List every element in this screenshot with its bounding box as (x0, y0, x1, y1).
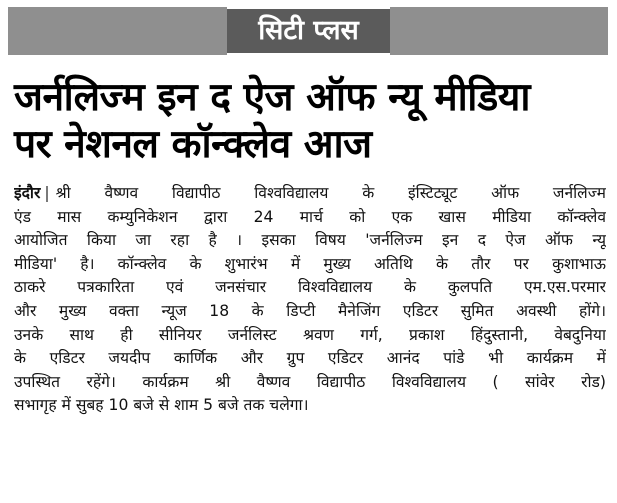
body-line: उपस्थित रहेंगे। कार्यक्रम श्री वैष्णव विद्यापीठ विश्वविद्यालय ( सांवेर रोड) (14, 372, 606, 391)
body-line: आयोजित किया जा रहा है । इसका विषय 'जर्नलिज्म इन द ऐज ऑफ न्यू (14, 231, 606, 250)
article-body (14, 182, 606, 418)
dateline: इंदौर (14, 184, 41, 202)
body-line: सभागृह में सुबह 10 बजे से शाम 5 बजे तक चलेगा। (14, 396, 309, 415)
body-line (14, 182, 606, 206)
body-line: एंड मास कम्युनिकेशन द्वारा 24 मार्च को एक खास मीडिया कॉन्क्लेव (14, 207, 606, 226)
section-label: सिटी प्लस (227, 9, 390, 53)
headline-line-2: पर नेशनल कॉन्क्लेव आज (14, 122, 372, 167)
body-line: उनके साथ ही सीनियर जर्नलिस्ट श्रवण गर्ग, प्रकाश हिंदुस्तानी, वेबदुनिया (14, 325, 606, 344)
body-line: ठाकरे पत्रकारिता एवं जनसंचार विश्वविद्यालय के कुलपति एम.एस.परमार (14, 278, 606, 297)
dateline-separator: | (44, 184, 50, 202)
section-tag (227, 7, 390, 55)
body-line: और मुख्य वक्ता न्यूज 18 के डिप्टी मैनेजिंग एडिटर सुमित अवस्थी होंगे। (14, 301, 606, 320)
headline-line-1: जर्नलिज्म इन द ऐज ऑफ न्यू मीडिया (14, 75, 530, 120)
body-line-text: श्री वैष्णव विद्यापीठ विश्वविद्यालय के इंस्टिट्यूट ऑफ जर्नलिज्म (55, 184, 606, 202)
body-line: के एडिटर जयदीप कार्णिक और ग्रुप एडिटर आनंद पांडे भी कार्यक्रम में (14, 349, 606, 368)
body-line: मीडिया' है। कॉन्क्लेव के शुभारंभ में मुख्य अतिथि के तौर पर कुशाभाऊ (14, 254, 606, 273)
headline (14, 74, 604, 168)
